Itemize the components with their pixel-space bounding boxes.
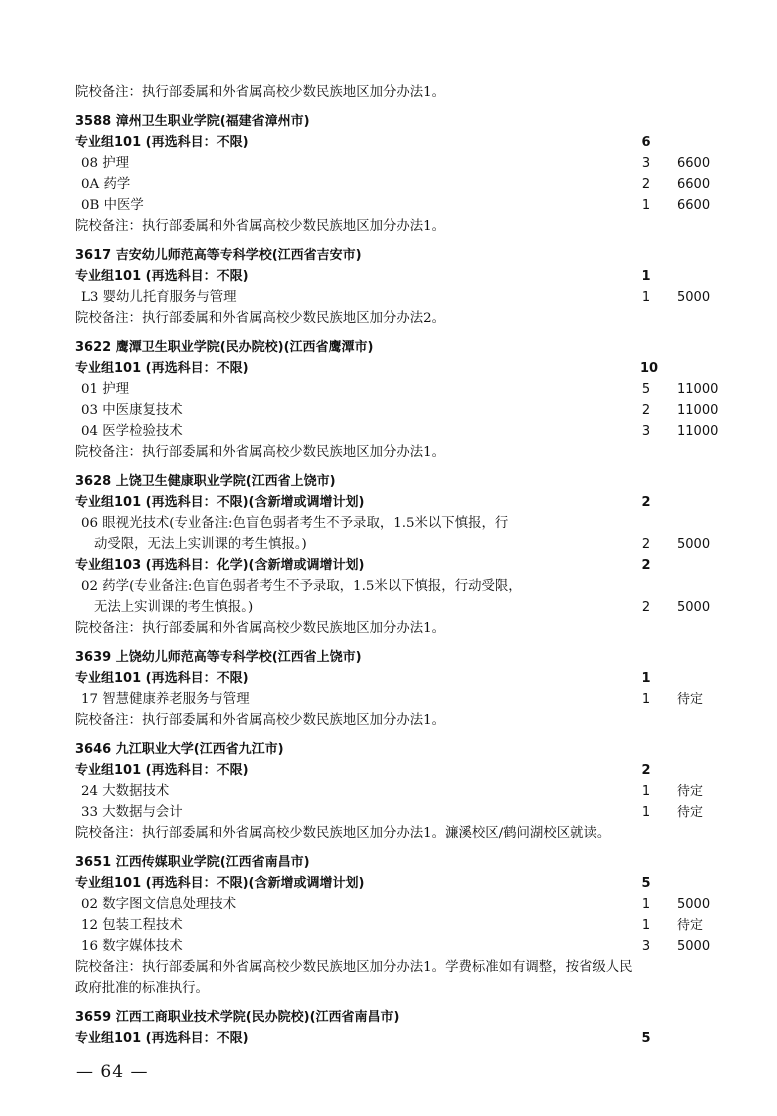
school-title: 3628 上饶卫生健康职业学院(江西省上饶市) bbox=[75, 474, 336, 489]
major-fee: 6600 bbox=[677, 177, 711, 192]
group-row bbox=[75, 760, 715, 781]
group-count: 2 bbox=[641, 558, 651, 573]
group-label: 专业组101 (再选科目：不限)(含新增或调增计划) bbox=[75, 876, 365, 891]
major-fee: 11000 bbox=[677, 403, 719, 418]
major-row-continued bbox=[75, 534, 715, 555]
group-count: 10 bbox=[640, 361, 659, 376]
group-count: 5 bbox=[641, 876, 651, 891]
major-row-continued bbox=[75, 597, 715, 618]
major-fee: 5000 bbox=[677, 600, 711, 615]
school-title: 3639 上饶幼儿师范高等专科学校(江西省上饶市) bbox=[75, 650, 362, 665]
major-text: 0B 中医学 bbox=[81, 198, 144, 213]
major-count: 1 bbox=[641, 805, 651, 820]
document-page bbox=[75, 82, 719, 1057]
group-label: 专业组101 (再选科目：不限) bbox=[75, 1031, 249, 1046]
major-count: 1 bbox=[641, 784, 651, 799]
group-label: 专业组101 (再选科目：不限) bbox=[75, 135, 249, 150]
major-row bbox=[75, 153, 715, 174]
major-text: 01 护理 bbox=[81, 382, 130, 397]
major-row bbox=[75, 421, 719, 442]
major-fee: 11000 bbox=[677, 424, 719, 439]
group-count: 2 bbox=[641, 763, 651, 778]
major-fee: 6600 bbox=[677, 156, 711, 171]
major-fee: 5000 bbox=[677, 897, 711, 912]
major-count: 5 bbox=[641, 382, 651, 397]
group-count: 2 bbox=[641, 495, 651, 510]
group-count: 5 bbox=[641, 1031, 651, 1046]
major-fee: 待定 bbox=[677, 692, 704, 707]
major-count: 1 bbox=[641, 692, 651, 707]
major-count: 1 bbox=[641, 198, 651, 213]
group-label: 专业组101 (再选科目：不限) bbox=[75, 671, 249, 686]
page-number: — 64 — bbox=[76, 1062, 149, 1082]
major-count: 1 bbox=[641, 290, 651, 305]
major-count: 2 bbox=[641, 177, 651, 192]
major-text: L3 婴幼儿托育服务与管理 bbox=[81, 290, 237, 305]
major-fee: 待定 bbox=[677, 805, 704, 820]
major-count: 3 bbox=[641, 156, 651, 171]
major-row bbox=[75, 936, 715, 957]
major-count: 3 bbox=[641, 939, 651, 954]
major-count: 2 bbox=[641, 600, 651, 615]
school-note: 院校备注：执行部委属和外省属高校少数民族地区加分办法1。 bbox=[75, 219, 446, 234]
group-count: 1 bbox=[641, 671, 651, 686]
major-row bbox=[75, 195, 715, 216]
major-count: 2 bbox=[641, 537, 651, 552]
major-count: 1 bbox=[641, 918, 651, 933]
group-row bbox=[75, 1028, 715, 1049]
major-text: 12 包装工程技术 bbox=[81, 918, 183, 933]
school-note: 院校备注：执行部委属和外省属高校少数民族地区加分办法1。 bbox=[75, 621, 446, 636]
major-row bbox=[75, 689, 715, 710]
group-label: 专业组101 (再选科目：不限) bbox=[75, 361, 249, 376]
school-note: 院校备注：执行部委属和外省属高校少数民族地区加分办法1。 bbox=[75, 85, 446, 100]
major-text: 02 数字图文信息处理技术 bbox=[81, 897, 237, 912]
school-title: 3646 九江职业大学(江西省九江市) bbox=[75, 742, 284, 757]
major-row bbox=[75, 915, 715, 936]
group-row bbox=[75, 358, 715, 379]
school-title: 3659 江西工商职业技术学院(民办院校)(江西省南昌市) bbox=[75, 1010, 400, 1025]
major-row bbox=[75, 802, 715, 823]
major-row bbox=[75, 379, 719, 400]
major-count: 3 bbox=[641, 424, 651, 439]
major-text: 06 眼视光技术(专业备注:色盲色弱者考生不予录取，1.5米以下慎报，行 bbox=[81, 516, 509, 531]
group-row bbox=[75, 873, 715, 894]
school-note: 院校备注：执行部委属和外省属高校少数民族地区加分办法1。 bbox=[75, 713, 446, 728]
major-text: 02 药学(专业备注:色盲色弱者考生不予录取，1.5米以下慎报，行动受限， bbox=[81, 579, 522, 594]
major-row bbox=[75, 894, 715, 915]
group-row bbox=[75, 266, 715, 287]
major-fee: 11000 bbox=[677, 382, 719, 397]
school-note: 院校备注：执行部委属和外省属高校少数民族地区加分办法2。 bbox=[75, 311, 446, 326]
major-fee: 5000 bbox=[677, 537, 711, 552]
group-count: 1 bbox=[641, 269, 651, 284]
major-text: 17 智慧健康养老服务与管理 bbox=[81, 692, 250, 707]
major-fee: 6600 bbox=[677, 198, 711, 213]
school-note-continued: 政府批准的标准执行。 bbox=[75, 981, 209, 996]
school-note: 院校备注：执行部委属和外省属高校少数民族地区加分办法1。 bbox=[75, 445, 446, 460]
group-row bbox=[75, 132, 715, 153]
major-count: 1 bbox=[641, 897, 651, 912]
school-title: 3622 鹰潭卫生职业学院(民办院校)(江西省鹰潭市) bbox=[75, 340, 374, 355]
major-row bbox=[75, 781, 715, 802]
group-row bbox=[75, 555, 715, 576]
major-fee: 待定 bbox=[677, 784, 704, 799]
major-text: 24 大数据技术 bbox=[81, 784, 170, 799]
major-text: 04 医学检验技术 bbox=[81, 424, 183, 439]
school-title: 3617 吉安幼儿师范高等专科学校(江西省吉安市) bbox=[75, 248, 362, 263]
major-row bbox=[75, 576, 715, 597]
major-text: 0A 药学 bbox=[81, 177, 131, 192]
major-fee: 5000 bbox=[677, 939, 711, 954]
group-count: 6 bbox=[641, 135, 651, 150]
major-row bbox=[75, 513, 715, 534]
group-label: 专业组101 (再选科目：不限) bbox=[75, 269, 249, 284]
major-text: 03 中医康复技术 bbox=[81, 403, 183, 418]
major-count: 2 bbox=[641, 403, 651, 418]
major-text-continued: 无法上实训课的考生慎报。) bbox=[94, 600, 254, 615]
major-fee: 5000 bbox=[677, 290, 711, 305]
major-row bbox=[75, 174, 715, 195]
group-row bbox=[75, 492, 715, 513]
group-label: 专业组103 (再选科目：化学)(含新增或调增计划) bbox=[75, 558, 365, 573]
group-label: 专业组101 (再选科目：不限) bbox=[75, 763, 249, 778]
major-row bbox=[75, 400, 719, 421]
school-title: 3588 漳州卫生职业学院(福建省漳州市) bbox=[75, 114, 310, 129]
major-fee: 待定 bbox=[677, 918, 704, 933]
major-text: 08 护理 bbox=[81, 156, 130, 171]
group-label: 专业组101 (再选科目：不限)(含新增或调增计划) bbox=[75, 495, 365, 510]
major-text-continued: 动受限，无法上实训课的考生慎报。) bbox=[94, 537, 307, 552]
major-text: 33 大数据与会计 bbox=[81, 805, 183, 820]
group-row bbox=[75, 668, 715, 689]
major-text: 16 数字媒体技术 bbox=[81, 939, 183, 954]
major-row bbox=[75, 287, 715, 308]
school-title: 3651 江西传媒职业学院(江西省南昌市) bbox=[75, 855, 310, 870]
school-note: 院校备注：执行部委属和外省属高校少数民族地区加分办法1。学费标准如有调整，按省级人民 bbox=[75, 960, 633, 975]
school-note: 院校备注：执行部委属和外省属高校少数民族地区加分办法1。濂溪校区/鹤问湖校区就读。 bbox=[75, 826, 611, 841]
